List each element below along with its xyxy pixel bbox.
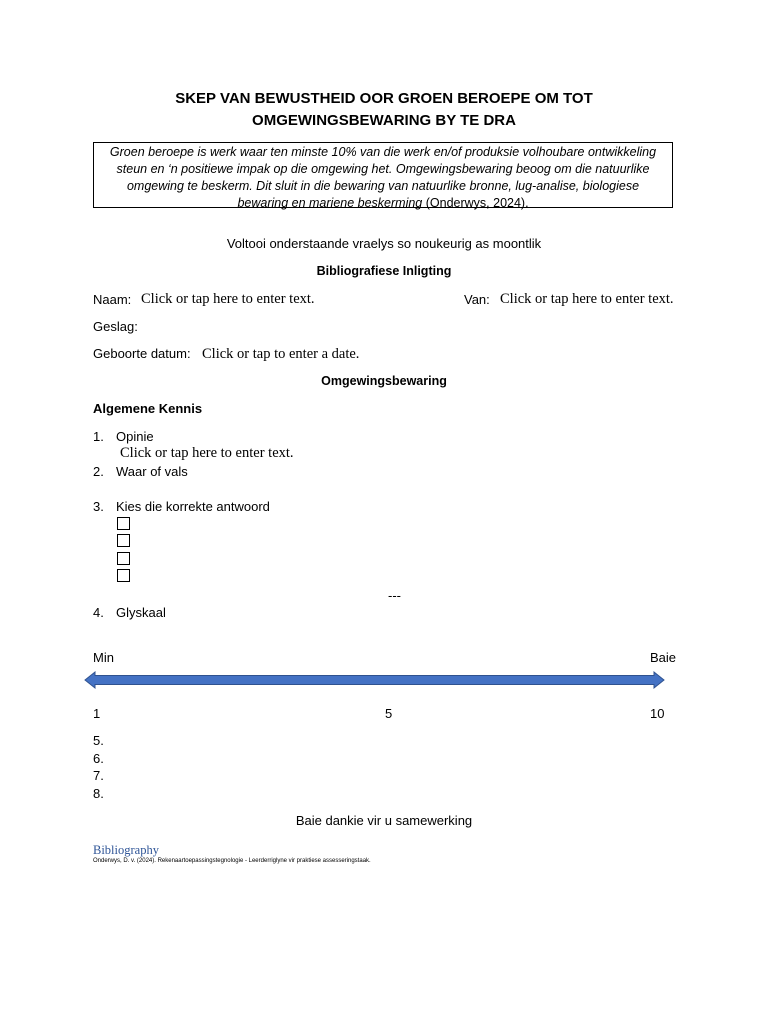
scale-tick-high: 10	[650, 706, 665, 721]
naam-label: Naam:	[93, 292, 132, 307]
geboorte-label: Geboorte datum:	[93, 346, 191, 361]
scale-max-label: Baie	[650, 650, 677, 665]
document-title-line-1: SKEP VAN BEWUSTHEID OOR GROEN BEROEPE OM TOT	[175, 90, 593, 107]
van-input[interactable]: Click or tap here to enter text.	[500, 291, 674, 307]
scale-arrow-shape	[85, 672, 664, 688]
document-title-line-2: OMGEWINGSBEWARING BY TE DRA	[252, 112, 516, 129]
section-heading-bio: Bibliografiese Inligting	[316, 264, 452, 278]
thanks-text: Baie dankie vir u samewerking	[295, 813, 473, 828]
scale-arrow[interactable]	[83, 670, 668, 690]
intro-box	[93, 142, 673, 208]
q3-checkbox-2[interactable]	[117, 534, 130, 547]
geslag-dropdown[interactable]	[140, 317, 280, 335]
q3-checkbox-3[interactable]	[117, 552, 130, 565]
bibliography-entry: Onderwys, D. v. (2024). Rekenaartoepassingstegnologie - Leerderriglyne vir praktiese assesseringstaak.	[93, 858, 371, 864]
q4-label: Glyskaal	[116, 605, 166, 620]
scale-tick-mid: 5	[385, 706, 393, 721]
van-label: Van:	[464, 292, 490, 307]
q5-number: 5.	[93, 733, 104, 748]
subsection-heading: Algemene Kennis	[93, 401, 203, 416]
q2-dropdown[interactable]	[116, 480, 276, 496]
q7-number: 7.	[93, 768, 104, 783]
q1-label: Opinie	[116, 429, 154, 444]
instruction-text: Voltooi onderstaande vraelys so noukeurig as moontlik	[226, 236, 542, 251]
q2-number: 2.	[93, 464, 104, 479]
bibliography-heading: Bibliography	[93, 843, 159, 857]
q1-text-input[interactable]: Click or tap here to enter text.	[120, 445, 294, 461]
q4-number: 4.	[93, 605, 104, 620]
q3-checkbox-1[interactable]	[117, 517, 130, 530]
naam-input[interactable]: Click or tap here to enter text.	[141, 291, 315, 307]
scale-min-label: Min	[93, 650, 114, 665]
q6-number: 6.	[93, 751, 104, 766]
q3-checkbox-4[interactable]	[117, 569, 130, 582]
section-heading-env: Omgewingsbewaring	[321, 374, 447, 388]
q2-label: Waar of vals	[116, 464, 188, 479]
geslag-label: Geslag:	[93, 319, 138, 334]
scale-tick-low: 1	[93, 706, 101, 721]
intro-text: Groen beroepe is werk waar ten minste 10% van die werk en/of produksie volhoubare ontwikkeling steun en ‘n positiewe impak op die omgewing het. Omgewingsbewaring beoog om die natuurlike omgewing te beskerm. Dit sluit in die bewaring van natuurlike bronne, lug-analise, biologiese bewaring en mariene beskerming	[109, 145, 657, 210]
q1-number: 1.	[93, 429, 104, 444]
q3-label: Kies die korrekte antwoord	[116, 499, 270, 514]
divider-mark: ---	[388, 588, 401, 603]
intro-citation: (Onderwys, 2024).	[422, 196, 529, 210]
geboorte-date-picker[interactable]: Click or tap to enter a date.	[202, 346, 360, 362]
q3-number: 3.	[93, 499, 104, 514]
q8-number: 8.	[93, 786, 104, 801]
